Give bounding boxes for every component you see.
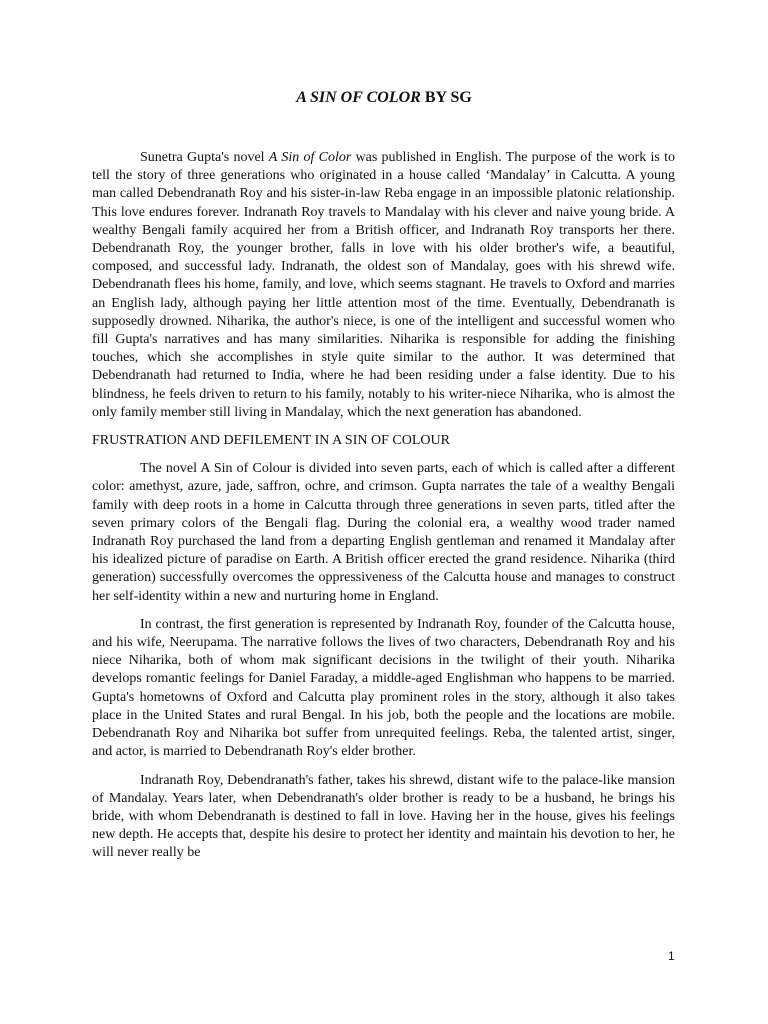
paragraph-intro-italic: A Sin of Color	[268, 150, 352, 165]
paragraph-intro-before: Sunetra Gupta's novel	[140, 150, 269, 165]
paragraph-intro	[92, 149, 675, 422]
paragraph-intro-after: was published in English. The purpose of the work is to tell the story of three generations who originated in a house called ‘Mandalay’ in Calcutta. A young man called Debendranath Roy and his sister-in-law Reba engage in an impossible platonic relationship. This love endures forever. Indranath Roy travels to Mandalay with his clever and naive young bride. A wealthy Bengali family acquired her from a British officer, and Indranath Roy transports her there. Debendranath Roy, the younger brother, falls in love with his older brother's wife, a beautiful, composed, and successful lady. Indranath, the oldest son of Mandalay, goes with his shrewd wife. Debendranath flees his home, family, and love, which seems stagnant. He travels to Oxford and marries an English lady, although paying her little attention most of the time. Eventually, Debendranath is supposedly drowned. Niharika, the author's niece, is one of the intelligent and successful women who fill Gupta's narratives and has many similarities. Niharika is responsible for adding the finishing touches, which she accomplishes in style quite similar to the author. It was determined that Debendranath had returned to India, where he had been residing under a false identity. Due to his blindness, he feels driven to return to his family, notably to his writer-niece Niharika, who is almost the only family member still living in Mandalay, which the next generation has abandoned.	[92, 150, 675, 420]
document-title	[0, 88, 768, 108]
paragraph-generations: In contrast, the first generation is represented by Indranath Roy, founder of the Calcutta house, and his wife, Neerupama. The narrative follows the lives of two characters, Debendranath Roy and his niece Niharika, both of whom mak significant decisions in the twilight of their youth. Niharika develops romantic feelings for Daniel Faraday, a middle-aged Englishman who happens to be married. Gupta's hometowns of Oxford and Calcutta play prominent roles in the story, although it also takes place in the United States and rural Bengal. In his job, both the people and the locations are mobile. Debendranath Roy and Niharika bot suffer from unrequited feelings. Reba, the talented artist, singer, and actor, is married to Debendranath Roy's elder brother.	[92, 616, 675, 760]
section-heading: FRUSTRATION AND DEFILEMENT IN A SIN OF COLOUR	[92, 433, 450, 449]
document-body	[92, 149, 675, 873]
page-number: 1	[668, 949, 675, 963]
paragraph-colors: The novel A Sin of Colour is divided into seven parts, each of which is called after a different color: amethyst, azure, jade, saffron, ochre, and crimson. Gupta narrates the tale of a wealthy Bengali family with deep roots in a home in Calcutta through three generations in seven parts, titled after the seven primary colors of the Bengali flag. During the colonial era, a wealthy wood trader named Indranath Roy purchased the land from a departing English gentleman and renamed it Mandalay after his idealized picture of paradise on Earth. A British officer erected the grand residence. Niharika (third generation) successfully overcomes the oppressiveness of the Calcutta house and manages to construct her self-identity within a new and nurturing home in England.	[92, 461, 675, 604]
document-title-italic: A SIN OF COLOR	[296, 89, 421, 106]
document-title-author: BY SG	[420, 89, 472, 106]
paragraph-indranath: Indranath Roy, Debendranath's father, takes his shrewd, distant wife to the palace-like mansion of Mandalay. Years later, when Debendranath's older brother is ready to be a husband, he brings his bride, with whom Debendranath is destined to fall in love. Having her in the house, gives his feelings new depth. He accepts that, despite his desire to protect her identity and maintain his devotion to her, he will never really be	[92, 772, 675, 861]
